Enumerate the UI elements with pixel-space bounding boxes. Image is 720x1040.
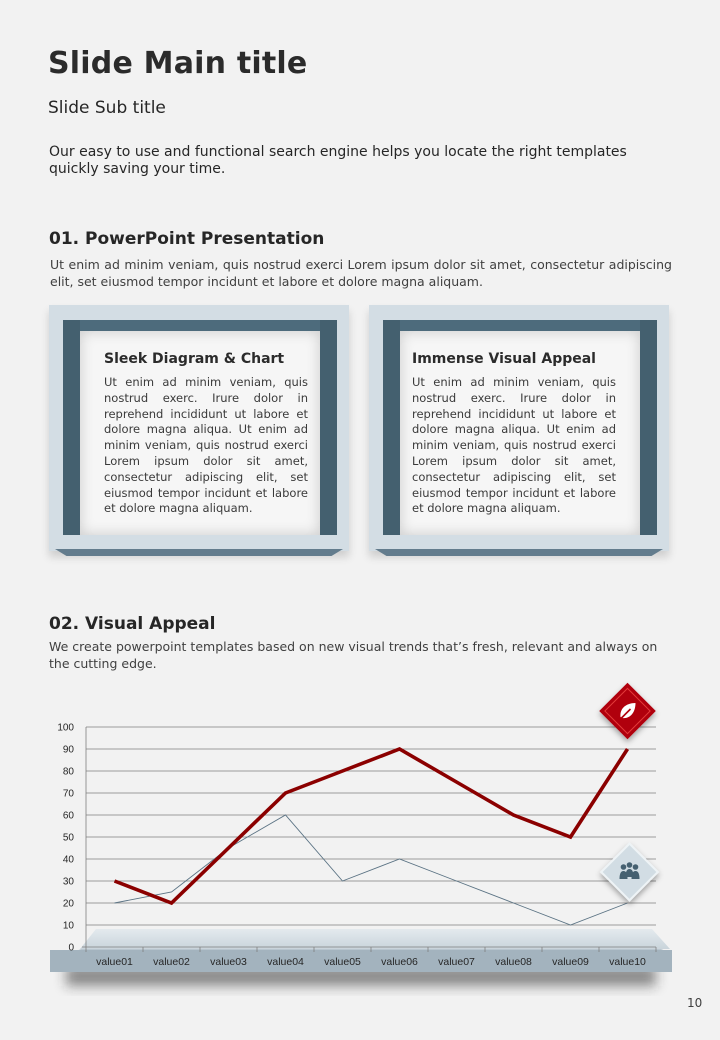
y-tick-label: 20 xyxy=(62,898,74,910)
x-tick-label: value06 xyxy=(381,956,418,968)
card-title: Sleek Diagram & Chart xyxy=(104,351,285,367)
person-head xyxy=(627,862,633,868)
x-tick-label: value04 xyxy=(267,956,304,968)
y-tick-label: 30 xyxy=(62,876,74,888)
page-number: 10 xyxy=(687,996,703,1010)
y-tick-label: 60 xyxy=(62,810,74,822)
card-frame-top xyxy=(63,320,337,331)
section1-title: 01. PowerPoint Presentation xyxy=(49,229,325,249)
section2-title: 02. Visual Appeal xyxy=(49,614,216,634)
card-bottom-edge xyxy=(55,549,343,556)
chart-markers xyxy=(599,683,658,901)
card-bottom-edge xyxy=(375,549,663,556)
x-tick-label: value02 xyxy=(153,956,190,968)
person-head xyxy=(621,864,627,870)
card-frame-left xyxy=(63,320,80,535)
card-title: Immense Visual Appeal xyxy=(412,351,596,367)
page-title: Slide Main title xyxy=(48,46,308,81)
card-frame-right xyxy=(640,320,657,535)
y-tick-label: 40 xyxy=(62,854,74,866)
x-tick-label: value10 xyxy=(609,956,646,968)
card-frame-right xyxy=(320,320,337,535)
y-tick-label: 100 xyxy=(57,722,74,734)
card-body: Ut enim ad minim veniam, quis nostrud exerc. Irure dolor in reprehend incididunt ut labore et dolore magna aliqua. Ut enim ad minim veniam, quis nostrud exerci Lorem ipsum dolor sit amet, consectetur adipiscing elit, set eiusmod tempor incidunt et labore et dolore magna aliquam. xyxy=(412,375,616,516)
x-tick-label: value05 xyxy=(324,956,361,968)
card-frame-left xyxy=(383,320,400,535)
section2-text: We create powerpoint templates based on new visual trends that’s fresh, relevant and always on the cutting edge. xyxy=(49,639,658,671)
leaf-icon xyxy=(599,683,656,740)
y-tick-label: 70 xyxy=(62,788,74,800)
x-tick-label: value03 xyxy=(210,956,247,968)
card-frame-top xyxy=(383,320,657,331)
card-sleek-diagram xyxy=(49,305,349,556)
y-tick-label: 0 xyxy=(68,942,74,954)
chart-y-tick-labels xyxy=(57,723,74,954)
x-tick-label: value01 xyxy=(96,956,133,968)
x-tick-label: value09 xyxy=(552,956,589,968)
section1-text: Ut enim ad minim veniam, quis nostrud exerci Lorem ipsum dolor sit amet, consectetur adipiscing elit, set eiusmod tempor incidunt et labore et dolore magna aliquam. xyxy=(50,257,672,289)
series-line-red xyxy=(115,749,628,903)
page-subtitle: Slide Sub title xyxy=(48,98,166,118)
series-line-slate xyxy=(115,815,628,925)
people-icon xyxy=(601,844,658,901)
y-tick-label: 10 xyxy=(62,920,74,932)
person-head xyxy=(633,864,639,870)
line-chart xyxy=(40,680,680,1000)
y-tick-label: 50 xyxy=(62,832,74,844)
card-body: Ut enim ad minim veniam, quis nostrud exerc. Irure dolor in reprehend incididunt ut labore et dolore magna aliqua. Ut enim ad minim veniam, quis nostrud exerci Lorem ipsum dolor sit amet, consectetur adipiscing elit, set eiusmod tempor incidunt et labore et dolore magna aliquam. xyxy=(104,375,308,516)
chart-floor xyxy=(80,929,670,949)
x-tick-label: value08 xyxy=(495,956,532,968)
y-tick-label: 80 xyxy=(62,766,74,778)
y-tick-label: 90 xyxy=(62,744,74,756)
intro-text: Our easy to use and functional search engine helps you locate the right templates quickly saving your time. xyxy=(49,144,627,177)
x-tick-label: value07 xyxy=(438,956,475,968)
card-visual-appeal xyxy=(369,305,669,556)
